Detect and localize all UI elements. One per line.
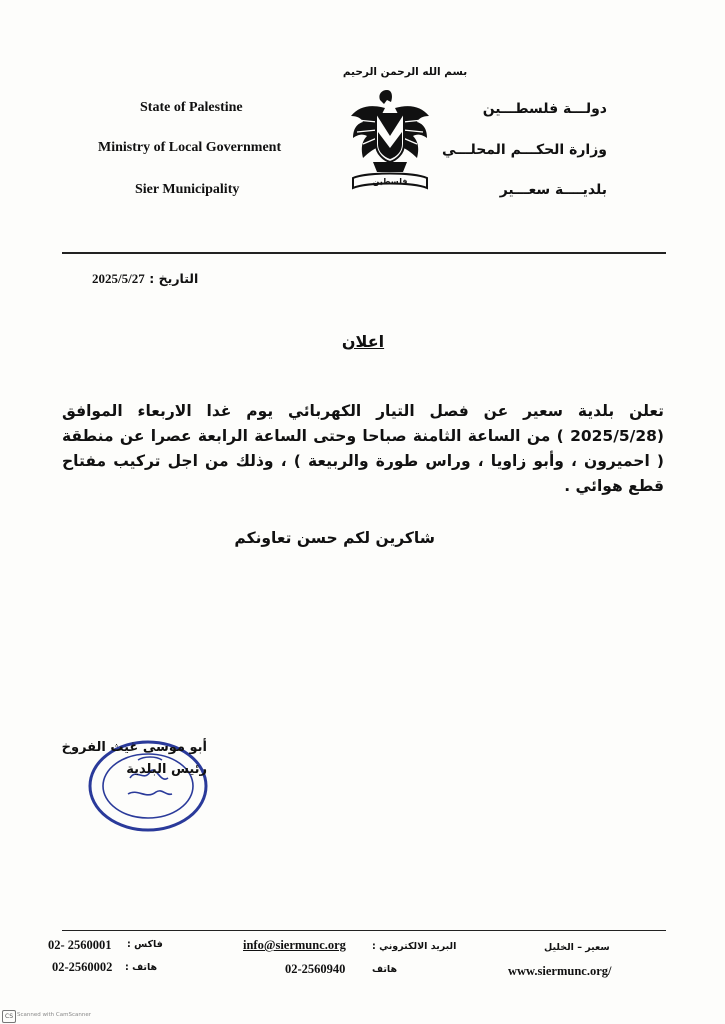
address: سعير – الخليل — [544, 942, 610, 953]
header-divider — [62, 252, 666, 254]
phone-label-left: هاتف : — [125, 962, 158, 973]
signatory-name: أبو موسى غيث الفروخ — [61, 740, 207, 755]
header-ar-ministry: وزارة الحكـــم المحلـــي — [441, 142, 607, 158]
basmala: بسم الله الرحمن الرحيم — [342, 66, 468, 78]
header-ar-municipality: بلديــــة سعـــير — [499, 182, 607, 198]
website-link[interactable]: www.siermunc.org/ — [508, 964, 612, 978]
header-en-state: State of Palestine — [140, 100, 243, 115]
header-ar-state: دولـــة فلسطـــين — [482, 101, 607, 117]
phone-number-left: 02-2560002 — [52, 960, 113, 974]
email-link[interactable]: info@siermunc.org — [243, 938, 346, 952]
emblem-caption: فلسطين — [372, 177, 408, 186]
phone-number-mid: 02-2560940 — [285, 962, 346, 976]
announcement-body: تعلن بلدية سعير عن فصل التيار الكهربائي يوم غدا الاربعاء الموافق (2025/5/28 ) من الساعة الثامنة صباحا وحتى الساعة الرابعة عصرا عن منطقة ( احميرون ، وأبو زاويا ، وراس طورة والربيعة ) ، وذلك من اجل تركيب مفتاح قطع هوائي . — [62, 402, 664, 495]
phone-label-mid: هاتف — [372, 964, 398, 975]
camscanner-logo-icon: CS — [2, 1010, 16, 1023]
signatory-title: رئيس البلدية — [126, 762, 207, 777]
announcement-title: اعلان — [341, 332, 385, 351]
closing-line: شاكرين لكم حسن تعاونكم — [234, 529, 435, 547]
header-en-municipality: Sier Municipality — [135, 182, 240, 197]
fax-number: 02- 2560001 — [48, 938, 112, 952]
email-label: البريد الالكتروني : — [372, 941, 457, 952]
palestine-eagle-emblem — [347, 86, 433, 194]
date-line — [92, 271, 198, 287]
camscanner-watermark: Scanned with CamScanner — [17, 1012, 91, 1018]
footer-divider — [62, 930, 666, 931]
header-en-ministry: Ministry of Local Government — [98, 140, 282, 155]
date-label: التاريخ : — [149, 271, 199, 286]
fax-label: فاكس : — [127, 939, 163, 950]
date-value: 2025/5/27 — [92, 271, 145, 286]
